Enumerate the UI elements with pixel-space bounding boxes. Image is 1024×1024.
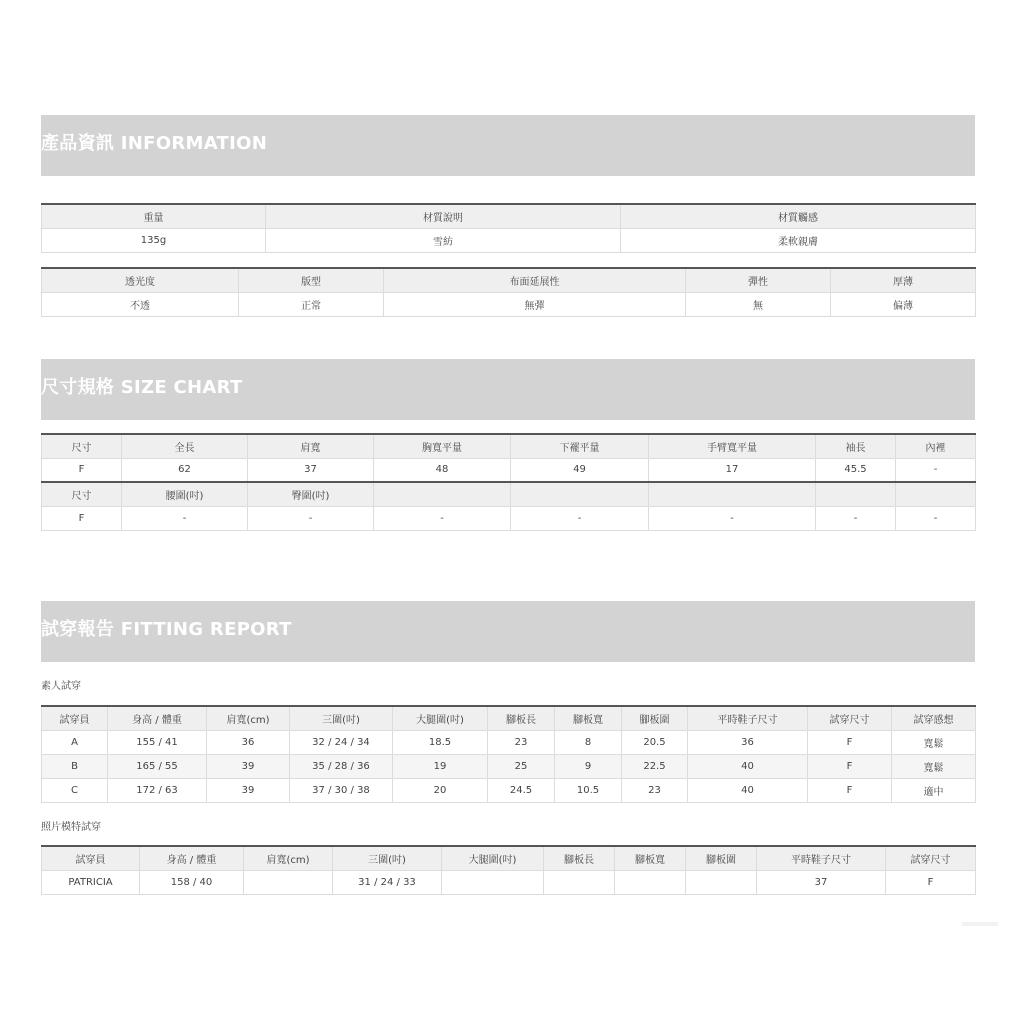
size-chart-banner: 尺寸規格 SIZE CHART — [41, 359, 975, 420]
value-cell: F — [808, 730, 892, 754]
value-cell: 寬鬆 — [892, 730, 976, 754]
amateur-fitting-caption: 素人試穿 — [41, 681, 81, 692]
table-header-row — [42, 204, 976, 228]
value-cell: 24.5 — [488, 778, 555, 802]
header-cell: 腳板寬 — [555, 706, 622, 730]
header-cell: 試穿尺寸 — [886, 846, 976, 870]
value-cell — [442, 870, 544, 894]
value-cell: - — [816, 506, 896, 530]
value-cell: 22.5 — [622, 754, 688, 778]
value-cell: 37 — [757, 870, 886, 894]
value-cell: - — [374, 506, 511, 530]
value-cell: 31 / 24 / 33 — [333, 870, 442, 894]
header-cell: 彈性 — [686, 268, 831, 292]
value-cell: 18.5 — [393, 730, 488, 754]
value-cell: 40 — [688, 778, 808, 802]
value-cell: 無彈 — [384, 292, 686, 316]
value-cell: 10.5 — [555, 778, 622, 802]
header-cell: 大腿圍(吋) — [393, 706, 488, 730]
value-cell: 不透 — [42, 292, 239, 316]
value-cell: 適中 — [892, 778, 976, 802]
value-cell — [544, 870, 615, 894]
header-cell: 平時鞋子尺寸 — [757, 846, 886, 870]
header-cell: 腳板長 — [488, 706, 555, 730]
value-cell: 62 — [122, 458, 248, 482]
value-cell: F — [42, 506, 122, 530]
value-cell: A — [42, 730, 108, 754]
value-cell: 37 — [248, 458, 374, 482]
value-cell: F — [886, 870, 976, 894]
header-cell: 材質說明 — [266, 204, 621, 228]
value-cell — [686, 870, 757, 894]
table-header-row — [42, 434, 976, 458]
amateur-fitting-table — [41, 705, 976, 803]
table-row — [42, 754, 976, 778]
value-cell: 25 — [488, 754, 555, 778]
value-cell: 39 — [207, 778, 290, 802]
value-cell: 19 — [393, 754, 488, 778]
header-cell: 手臂寬平量 — [649, 434, 816, 458]
value-cell: 8 — [555, 730, 622, 754]
value-cell: 36 — [688, 730, 808, 754]
header-cell: 腳板圍 — [622, 706, 688, 730]
value-cell: 23 — [622, 778, 688, 802]
header-cell: 三圍(吋) — [290, 706, 393, 730]
table-row — [42, 292, 976, 316]
value-cell: 36 — [207, 730, 290, 754]
value-cell — [244, 870, 333, 894]
value-cell: - — [896, 506, 976, 530]
header-cell: 內裡 — [896, 434, 976, 458]
value-cell: PATRICIA — [42, 870, 140, 894]
value-cell: 9 — [555, 754, 622, 778]
header-cell: 腳板圍 — [686, 846, 757, 870]
header-cell: 平時鞋子尺寸 — [688, 706, 808, 730]
value-cell: - — [896, 458, 976, 482]
value-cell: 49 — [511, 458, 649, 482]
value-cell: 雪紡 — [266, 228, 621, 252]
value-cell: F — [808, 778, 892, 802]
header-cell: 肩寬 — [248, 434, 374, 458]
value-cell: C — [42, 778, 108, 802]
value-cell: 柔軟親膚 — [621, 228, 976, 252]
header-cell — [896, 482, 976, 506]
value-cell: 39 — [207, 754, 290, 778]
header-cell: 版型 — [239, 268, 384, 292]
header-cell: 三圍(吋) — [333, 846, 442, 870]
value-cell: 無 — [686, 292, 831, 316]
value-cell: 20.5 — [622, 730, 688, 754]
header-cell: 臀圍(吋) — [248, 482, 374, 506]
divider — [962, 922, 998, 926]
header-cell: 尺寸 — [42, 434, 122, 458]
value-cell: 20 — [393, 778, 488, 802]
info-table-2 — [41, 267, 976, 317]
table-row — [42, 458, 976, 482]
header-cell: 身高 / 體重 — [108, 706, 207, 730]
value-cell: 35 / 28 / 36 — [290, 754, 393, 778]
value-cell: F — [42, 458, 122, 482]
header-cell: 重量 — [42, 204, 266, 228]
header-cell: 胸寬平量 — [374, 434, 511, 458]
header-cell: 腳板長 — [544, 846, 615, 870]
header-cell — [816, 482, 896, 506]
table-header-row — [42, 846, 976, 870]
value-cell: 172 / 63 — [108, 778, 207, 802]
header-cell: 試穿感想 — [892, 706, 976, 730]
header-cell: 大腿圍(吋) — [442, 846, 544, 870]
value-cell: 37 / 30 / 38 — [290, 778, 393, 802]
table-row — [42, 730, 976, 754]
header-cell: 全長 — [122, 434, 248, 458]
header-cell: 腳板寬 — [615, 846, 686, 870]
table-row — [42, 870, 976, 894]
header-cell: 試穿員 — [42, 706, 108, 730]
value-cell: 155 / 41 — [108, 730, 207, 754]
header-cell — [374, 482, 511, 506]
model-fitting-table — [41, 845, 976, 895]
value-cell: 45.5 — [816, 458, 896, 482]
fitting-report-banner: 試穿報告 FITTING REPORT — [41, 601, 975, 662]
information-banner: 產品資訊 INFORMATION — [41, 115, 975, 176]
table-header-row — [42, 706, 976, 730]
table-header-row — [42, 268, 976, 292]
size-chart-table — [41, 433, 976, 531]
value-cell: - — [122, 506, 248, 530]
value-cell: - — [248, 506, 374, 530]
value-cell: 48 — [374, 458, 511, 482]
header-cell: 袖長 — [816, 434, 896, 458]
value-cell: 165 / 55 — [108, 754, 207, 778]
value-cell: 23 — [488, 730, 555, 754]
header-cell: 尺寸 — [42, 482, 122, 506]
header-cell: 下襬平量 — [511, 434, 649, 458]
info-table-1 — [41, 203, 976, 253]
value-cell: F — [808, 754, 892, 778]
model-fitting-caption: 照片模特試穿 — [41, 822, 101, 833]
value-cell: 正常 — [239, 292, 384, 316]
table-row — [42, 228, 976, 252]
header-cell: 厚薄 — [831, 268, 976, 292]
header-cell: 肩寬(cm) — [207, 706, 290, 730]
header-cell — [511, 482, 649, 506]
header-cell: 材質觸感 — [621, 204, 976, 228]
value-cell: 158 / 40 — [140, 870, 244, 894]
header-cell: 試穿尺寸 — [808, 706, 892, 730]
value-cell: 135g — [42, 228, 266, 252]
value-cell: - — [649, 506, 816, 530]
value-cell: B — [42, 754, 108, 778]
value-cell: 32 / 24 / 34 — [290, 730, 393, 754]
header-cell: 布面延展性 — [384, 268, 686, 292]
header-cell: 腰圍(吋) — [122, 482, 248, 506]
value-cell: 寬鬆 — [892, 754, 976, 778]
value-cell: - — [511, 506, 649, 530]
value-cell — [615, 870, 686, 894]
header-cell: 透光度 — [42, 268, 239, 292]
table-row — [42, 506, 976, 530]
header-cell: 試穿員 — [42, 846, 140, 870]
header-cell: 肩寬(cm) — [244, 846, 333, 870]
table-header-row — [42, 482, 976, 506]
value-cell: 偏薄 — [831, 292, 976, 316]
value-cell: 17 — [649, 458, 816, 482]
header-cell — [649, 482, 816, 506]
table-row — [42, 778, 976, 802]
value-cell: 40 — [688, 754, 808, 778]
header-cell: 身高 / 體重 — [140, 846, 244, 870]
